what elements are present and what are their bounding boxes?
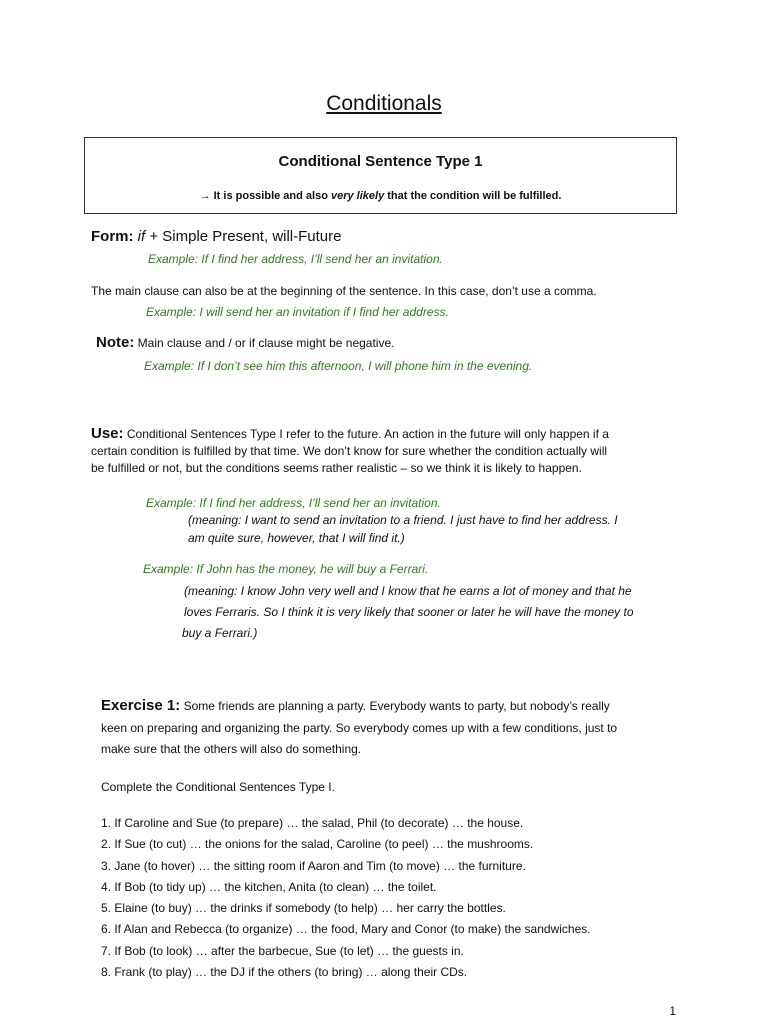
use-line-1-text: Conditional Sentences Type I refer to the future. An action in the future will only happen if a bbox=[123, 427, 609, 441]
use-meaning-2 bbox=[182, 581, 634, 644]
exercise-item: 4. If Bob (to tidy up) … the kitchen, Anita (to clean) … the toilet. bbox=[101, 879, 437, 894]
exercise-item: 2. If Sue (to cut) … the onions for the salad, Caroline (to peel) … the mushrooms. bbox=[101, 837, 534, 852]
page-title: Conditionals bbox=[326, 92, 442, 115]
form-label: Form: bbox=[91, 228, 134, 245]
note-line bbox=[96, 334, 394, 351]
exercise-line-2: keen on preparing and organizing the party. So everybody comes up with a few conditions, just to bbox=[101, 720, 618, 735]
use-line-3: be fulfilled or not, but the conditions seems rather realistic – so we think it is likely to happen. bbox=[91, 461, 582, 475]
note-text: Main clause and / or if clause might be negative. bbox=[134, 336, 395, 350]
exercise-item: 6. If Alan and Rebecca (to organize) … the food, Mary and Conor (to make) the sandwiches. bbox=[101, 922, 591, 937]
exercise-items bbox=[101, 813, 591, 983]
exercise-label: Exercise 1: bbox=[101, 697, 181, 714]
use-line-2: certain condition is fulfilled by that time. We don’t know for sure whether the condition actually will bbox=[91, 444, 608, 458]
main-clause-example: Example: I will send her an invitation if I find her address. bbox=[146, 305, 449, 319]
exercise-line-3: make sure that the others will also do something. bbox=[101, 742, 362, 756]
use-example-2: Example: If John has the money, he will buy a Ferrari. bbox=[143, 562, 429, 576]
use-meaning-2-line-1: (meaning: I know John very well and I know that he earns a lot of money and that he bbox=[184, 584, 632, 598]
exercise-intro bbox=[101, 695, 701, 761]
box-heading: Conditional Sentence Type 1 bbox=[278, 153, 483, 170]
form-rest: + Simple Present, will-Future bbox=[145, 228, 342, 245]
use-example-1: Example: If I find her address, I’ll send her an invitation. bbox=[146, 496, 441, 510]
form-if: if bbox=[137, 228, 146, 245]
form-example: Example: If I find her address, I’ll send her an invitation. bbox=[148, 252, 443, 266]
box-subtitle-emphasis: very likely bbox=[330, 190, 385, 202]
use-meaning-1 bbox=[188, 511, 618, 547]
note-example: Example: If I don’t see him this afternoon, I will phone him in the evening. bbox=[144, 359, 533, 373]
exercise-item: 8. Frank (to play) … the DJ if the others (to bring) … along their CDs. bbox=[101, 965, 468, 980]
use-paragraph bbox=[91, 425, 691, 477]
exercise-instruction: Complete the Conditional Sentences Type I. bbox=[101, 780, 335, 794]
box-subtitle bbox=[85, 190, 676, 202]
note-label: Note: bbox=[96, 334, 135, 351]
exercise-line-1 bbox=[101, 695, 701, 718]
use-meaning-2-line-3: buy a Ferrari.) bbox=[182, 626, 258, 640]
form-line bbox=[91, 228, 342, 245]
use-meaning-1-line-1: (meaning: I want to send an invitation to a friend. I just have to find her address. I bbox=[188, 513, 618, 527]
definition-box bbox=[84, 137, 677, 214]
exercise-line-1-text: Some friends are planning a party. Everybody wants to party, but nobody’s really bbox=[180, 699, 610, 713]
use-line-1 bbox=[91, 425, 691, 443]
exercise-item: 7. If Bob (to look) … after the barbecue, Sue (to let) … the guests in. bbox=[101, 943, 464, 958]
exercise-item: 5. Elaine (to buy) … the drinks if somebody (to help) … her carry the bottles. bbox=[101, 901, 506, 916]
exercise-item: 3. Jane (to hover) … the sitting room if Aaron and Tim (to move) … the furniture. bbox=[101, 858, 526, 873]
box-subtitle-suffix: that the condition will be fulfilled. bbox=[384, 190, 562, 202]
use-meaning-1-line-2: am quite sure, however, that I will find it.) bbox=[188, 531, 405, 545]
main-clause-text: The main clause can also be at the beginning of the sentence. In this case, don’t use a comma. bbox=[91, 284, 597, 298]
exercise-item: 1. If Caroline and Sue (to prepare) … the salad, Phil (to decorate) … the house. bbox=[101, 816, 524, 830]
page-number: 1 bbox=[669, 1004, 676, 1018]
box-subtitle-prefix: → It is possible and also bbox=[199, 190, 331, 202]
use-label: Use: bbox=[91, 425, 124, 442]
use-meaning-2-line-2: loves Ferraris. So I think it is very likely that sooner or later he will have the money to bbox=[184, 605, 634, 619]
